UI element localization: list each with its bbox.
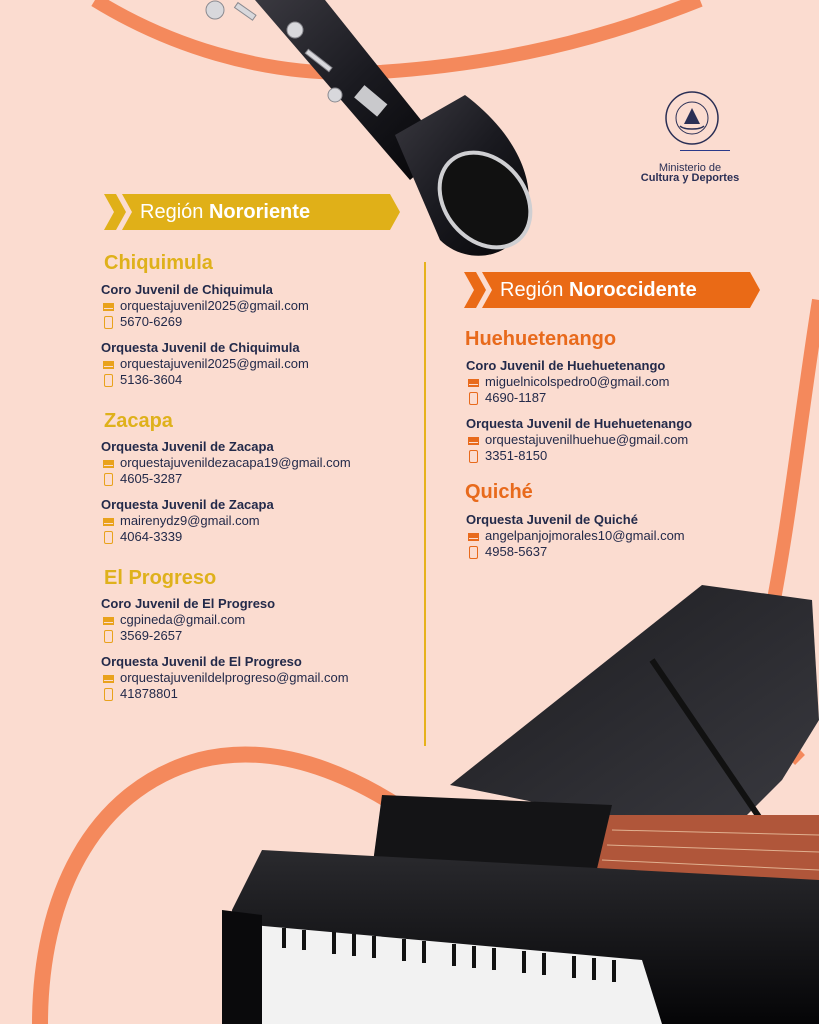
- mobile-phone-icon: [104, 473, 113, 486]
- envelope-icon: [468, 533, 479, 541]
- email-text[interactable]: cgpineda@gmail.com: [120, 612, 246, 627]
- contact-entry: [466, 416, 692, 464]
- contact-entry: [466, 512, 685, 560]
- envelope-icon: [103, 460, 114, 468]
- region-banner-noroccidente: [464, 272, 760, 308]
- phone-text[interactable]: 5136-3604: [120, 372, 183, 387]
- contact-entry: [466, 358, 669, 406]
- contact-entry: [101, 497, 274, 545]
- region-title: Región Nororiente: [140, 200, 311, 223]
- mobile-phone-icon: [104, 531, 113, 544]
- email-text[interactable]: angelpanjojmorales10@gmail.com: [485, 528, 685, 543]
- ministry-line2: Cultura y Deportes: [640, 172, 740, 184]
- email-text[interactable]: orquestajuvenildezacapa19@gmail.com: [120, 455, 351, 470]
- email-text[interactable]: orquestajuvenilhuehue@gmail.com: [485, 432, 689, 447]
- department-el-progreso: El Progreso: [104, 567, 217, 589]
- envelope-icon: [103, 617, 114, 625]
- envelope-icon: [103, 303, 114, 311]
- ministry-line1: Ministerio de: [658, 162, 722, 174]
- envelope-icon: [103, 518, 114, 526]
- mobile-phone-icon: [104, 630, 113, 643]
- mobile-phone-icon: [469, 450, 478, 463]
- email-text[interactable]: orquestajuvenildelprogreso@gmail.com: [120, 670, 349, 685]
- phone-text[interactable]: 4958-5637: [485, 544, 548, 559]
- phone-text[interactable]: 5670-6269: [120, 314, 183, 329]
- entry-name: Orquesta Juvenil de El Progreso: [101, 654, 302, 669]
- mobile-phone-icon: [469, 392, 478, 405]
- contact-entry: [101, 439, 351, 487]
- envelope-icon: [103, 675, 114, 683]
- entry-name: Orquesta Juvenil de Huehuetenango: [466, 416, 693, 431]
- phone-text[interactable]: 4605-3287: [120, 471, 183, 486]
- email-text[interactable]: orquestajuvenil2025@gmail.com: [120, 356, 309, 371]
- mobile-phone-icon: [104, 316, 113, 329]
- phone-text[interactable]: 3351-8150: [485, 448, 548, 463]
- department-zacapa: Zacapa: [104, 410, 173, 432]
- phone-text[interactable]: 3569-2657: [120, 628, 183, 643]
- mobile-phone-icon: [469, 546, 478, 559]
- guatemala-seal-icon: [664, 90, 720, 146]
- department-quiche: Quiché: [465, 481, 533, 503]
- email-text[interactable]: miguelnicolspedro0@gmail.com: [485, 374, 670, 389]
- phone-text[interactable]: 4064-3339: [120, 529, 183, 544]
- entry-name: Coro Juvenil de Huehuetenango: [466, 358, 666, 373]
- envelope-icon: [468, 437, 479, 445]
- entry-name: Orquesta Juvenil de Quiché: [466, 512, 638, 527]
- mobile-phone-icon: [104, 688, 113, 701]
- email-text[interactable]: mairenydz9@gmail.com: [120, 513, 260, 528]
- envelope-icon: [103, 361, 114, 369]
- envelope-icon: [468, 379, 479, 387]
- region-banner-nororiente: [104, 194, 400, 230]
- department-huehuetenango: Huehuetenango: [465, 328, 617, 350]
- email-text[interactable]: orquestajuvenil2025@gmail.com: [120, 298, 309, 313]
- grand-piano-illustration: [222, 580, 819, 1024]
- logo-divider: [680, 150, 730, 151]
- entry-name: Orquesta Juvenil de Zacapa: [101, 439, 274, 454]
- phone-text[interactable]: 4690-1187: [485, 390, 547, 405]
- department-chiquimula: Chiquimula: [104, 252, 213, 274]
- contact-entry: [101, 282, 309, 330]
- mobile-phone-icon: [104, 374, 113, 387]
- region-title: Región Noroccidente: [500, 278, 697, 301]
- entry-name: Coro Juvenil de El Progreso: [101, 596, 276, 611]
- entry-name: Coro Juvenil de Chiquimula: [101, 282, 273, 297]
- entry-name: Orquesta Juvenil de Zacapa: [101, 497, 274, 512]
- contact-entry: [101, 340, 309, 388]
- entry-name: Orquesta Juvenil de Chiquimula: [101, 340, 300, 355]
- phone-text[interactable]: 41878801: [120, 686, 178, 701]
